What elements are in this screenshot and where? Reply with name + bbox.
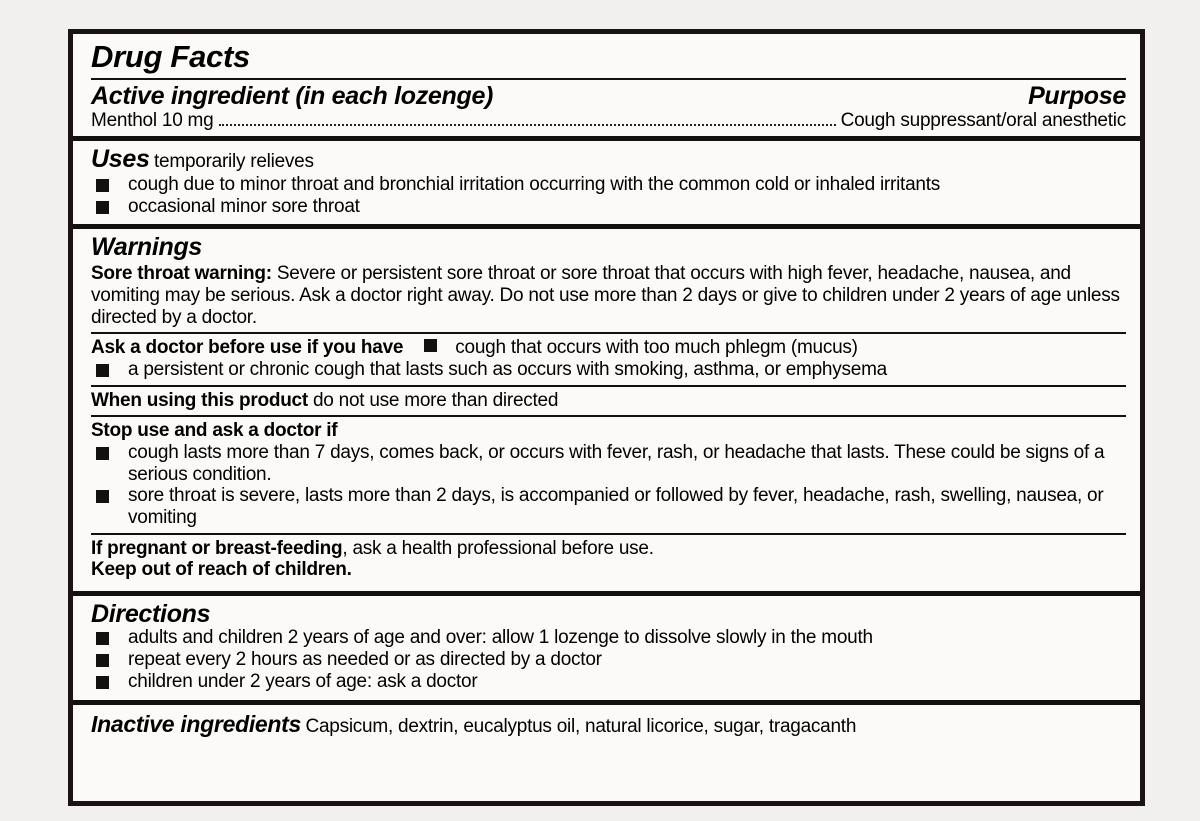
drug-facts-label [68, 29, 1145, 806]
section-inactive-ingredients [73, 700, 1140, 747]
active-ingredient-name: Menthol 10 mg [91, 110, 214, 132]
sore-throat-text: Severe or persistent sore throat or sore throat that occurs with high fever, headache, nausea, and vomiting may be serious. Ask a doctor right away. Do not use more than 2 days or give to children under 2 years of age unless directed by a doctor. [91, 263, 1120, 328]
list-item [91, 627, 1126, 649]
keep-out-of-reach-text: Keep out of reach of children. [91, 559, 352, 581]
section-warnings [73, 224, 1140, 591]
stop-use-label: Stop use and ask a doctor if [91, 420, 338, 442]
directions-item-text: children under 2 years of age: ask a doctor [128, 670, 478, 692]
inactive-ingredients-heading: Inactive ingredients [91, 711, 302, 738]
section-directions [73, 591, 1140, 700]
warning-when-using [91, 387, 1126, 416]
ask-doctor-item-text: a persistent or chronic cough that lasts such as occurs with smoking, asthma, or emphysema [128, 359, 887, 381]
ask-doctor-line [91, 337, 1126, 359]
uses-item-text: occasional minor sore throat [128, 195, 360, 217]
square-bullet-icon [96, 676, 109, 689]
pregnancy-line [91, 538, 1126, 560]
warnings-heading: Warnings [91, 233, 203, 262]
uses-heading: Uses [91, 144, 150, 173]
uses-lead: temporarily relieves [154, 150, 314, 172]
warning-stop-use [91, 417, 1126, 532]
ask-doctor-inline-item: cough that occurs with too much phlegm (mucus) [455, 337, 858, 359]
square-bullet-icon [424, 339, 437, 352]
directions-item-text: adults and children 2 years of age and over: allow 1 lozenge to dissolve slowly in the mouth [128, 627, 873, 649]
sore-throat-label: Sore throat warning: [91, 263, 272, 285]
purpose-value: Cough suppressant/oral anesthetic [840, 110, 1126, 132]
list-item [91, 174, 1126, 196]
pregnancy-label: If pregnant or breast-feeding [91, 537, 343, 559]
list-item [91, 671, 1126, 693]
stop-use-item-text: cough lasts more than 7 days, comes back, or occurs with fever, rash, or headache that lasts. These could be signs of a serious condition. [128, 442, 1105, 485]
warning-pregnancy-keepout [91, 535, 1126, 585]
warning-ask-doctor [91, 334, 1126, 384]
when-using-label: When using this product [91, 389, 308, 411]
inactive-ingredients-text: Capsicum, dextrin, eucalyptus oil, natural licorice, sugar, tragacanth [305, 716, 857, 738]
uses-heading-row [91, 146, 1126, 174]
directions-item-text: repeat every 2 hours as needed or as directed by a doctor [128, 648, 602, 670]
label-inner [73, 34, 1140, 801]
square-bullet-icon [96, 447, 109, 460]
list-item [91, 485, 1126, 528]
when-using-line [91, 390, 1126, 412]
square-bullet-icon [96, 654, 109, 667]
purpose-heading: Purpose [1028, 82, 1126, 110]
active-ingredient-value-row [91, 109, 1126, 136]
ask-doctor-label: Ask a doctor before use if you have [91, 337, 404, 359]
list-item [91, 359, 1126, 381]
square-bullet-icon [96, 201, 109, 214]
sore-throat-paragraph [91, 263, 1126, 328]
square-bullet-icon [96, 490, 109, 503]
dot-leader [219, 118, 835, 126]
list-item [91, 196, 1126, 218]
page-title: Drug Facts [91, 39, 250, 74]
square-bullet-icon [96, 632, 109, 645]
square-bullet-icon [96, 179, 109, 192]
active-ingredient-heading: Active ingredient (in each lozenge) [91, 82, 494, 110]
pregnancy-text: , ask a health professional before use. [342, 537, 654, 559]
section-active-ingredient [73, 34, 1140, 136]
uses-item-text: cough due to minor throat and bronchial irritation occurring with the common cold or inhaled irritants [128, 173, 940, 195]
warning-sore-throat [91, 260, 1126, 332]
list-item [91, 442, 1126, 485]
section-uses [73, 136, 1140, 224]
list-item [91, 649, 1126, 671]
stop-use-item-text: sore throat is severe, lasts more than 2 days, is accompanied or followed by fever, headache, rash, swelling, nausea, or vomiting [128, 485, 1104, 529]
active-ingredient-heading-row [91, 80, 1126, 109]
square-bullet-icon [96, 364, 109, 377]
when-using-text: do not use more than directed [312, 389, 559, 411]
directions-heading: Directions [91, 600, 211, 628]
